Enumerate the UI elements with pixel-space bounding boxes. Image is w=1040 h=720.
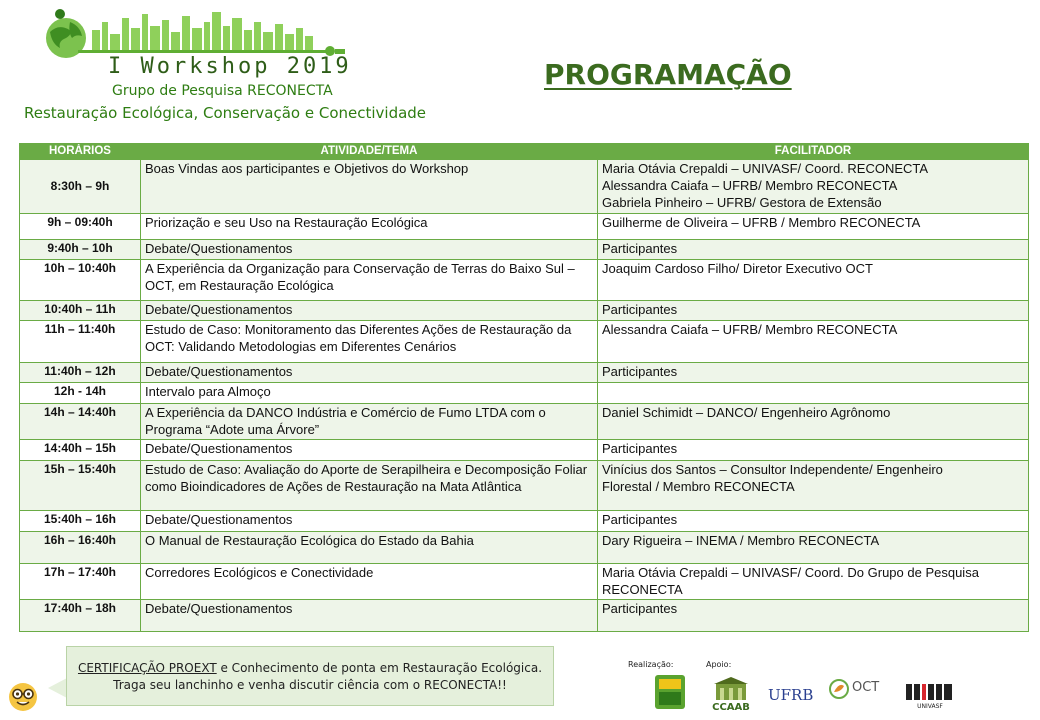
table-row — [20, 383, 1029, 404]
facilitator-line: Florestal / Membro RECONECTA — [602, 479, 795, 494]
table-row — [20, 321, 1029, 363]
row-facilitator — [598, 214, 1029, 240]
row-time: 8:30h – 9h — [20, 160, 141, 214]
row-facilitator — [598, 383, 1029, 404]
page-title: PROGRAMAÇÃO — [544, 58, 792, 91]
facilitator-line: Alessandra Caiafa – UFRB/ Membro RECONECTA — [602, 322, 898, 337]
facilitator-line: Alessandra Caiafa – UFRB/ Membro RECONECTA — [602, 178, 898, 193]
column-header-activity: ATIVIDADE/TEMA — [141, 144, 598, 160]
facilitator-line: Participantes — [602, 241, 678, 256]
row-facilitator — [598, 404, 1029, 440]
row-activity: Priorização e seu Uso na Restauração Ecológica — [141, 214, 598, 240]
apoio-label: Apoio: — [706, 660, 732, 669]
row-activity: A Experiência da DANCO Indústria e Comércio de Fumo LTDA com o Programa “Adote uma Árvore” — [141, 404, 598, 440]
row-facilitator — [598, 511, 1029, 532]
row-time: 17h – 17:40h — [20, 564, 141, 600]
table-row — [20, 260, 1029, 301]
row-facilitator — [598, 321, 1029, 363]
note-line-1-text: e Conhecimento de ponta em Restauração Ecológica. — [216, 661, 543, 675]
column-header-facilitator: FACILITADOR — [598, 144, 1029, 160]
nerd-emoji-icon — [8, 682, 38, 712]
reconecta-logo-icon — [654, 674, 686, 710]
table-row — [20, 160, 1029, 214]
city-skyline-icon — [92, 12, 313, 50]
row-time: 9h – 09:40h — [20, 214, 141, 240]
group-name: Grupo de Pesquisa RECONECTA — [112, 83, 333, 99]
facilitator-line: Joaquim Cardoso Filho/ Diretor Executivo OCT — [602, 261, 873, 276]
row-time: 10:40h – 11h — [20, 301, 141, 321]
row-activity: Boas Vindas aos participantes e Objetivos do Workshop — [141, 160, 598, 214]
row-time: 17:40h – 18h — [20, 600, 141, 632]
row-time: 14h – 14:40h — [20, 404, 141, 440]
oct-leaf-icon — [828, 678, 850, 700]
univasf-logo-text: UNIVASF — [917, 703, 943, 710]
row-time: 9:40h – 10h — [20, 240, 141, 260]
facilitator-line: Guilherme de Oliveira – UFRB / Membro RECONECTA — [602, 215, 921, 230]
univasf-mark-icon — [904, 680, 956, 702]
table-row — [20, 564, 1029, 600]
table-row — [20, 440, 1029, 461]
ccaab-building-icon — [712, 676, 750, 702]
row-activity: A Experiência da Organização para Conservação de Terras do Baixo Sul – OCT, em Restauração Ecológica — [141, 260, 598, 301]
row-activity: Intervalo para Almoço — [141, 383, 598, 404]
row-facilitator — [598, 240, 1029, 260]
table-row — [20, 532, 1029, 564]
table-row — [20, 363, 1029, 383]
row-time: 10h – 10:40h — [20, 260, 141, 301]
ccaab-logo — [712, 676, 750, 716]
workshop-title: I Workshop 2019 — [108, 54, 352, 79]
facilitator-line: Participantes — [602, 364, 678, 379]
row-facilitator — [598, 440, 1029, 461]
row-time: 11:40h – 12h — [20, 363, 141, 383]
realizacao-label: Realização: — [628, 660, 674, 669]
facilitator-line: Participantes — [602, 441, 678, 456]
row-activity: Debate/Questionamentos — [141, 301, 598, 321]
row-activity: Corredores Ecológicos e Conectividade — [141, 564, 598, 600]
ccaab-logo-text: CCAAB — [712, 702, 750, 713]
facilitator-line: Participantes — [602, 512, 678, 527]
group-subtitle: Restauração Ecológica, Conservação e Conectividade — [24, 104, 427, 122]
table-row — [20, 511, 1029, 532]
row-facilitator — [598, 461, 1029, 511]
facilitator-line: Vinícius dos Santos – Consultor Independente/ Engenheiro — [602, 462, 943, 477]
row-activity: Debate/Questionamentos — [141, 440, 598, 461]
row-facilitator — [598, 160, 1029, 214]
note-line-2: Traga seu lanchinho e venha discutir ciência com o RECONECTA!! — [113, 678, 507, 692]
row-activity: Debate/Questionamentos — [141, 511, 598, 532]
row-time: 16h – 16:40h — [20, 532, 141, 564]
certification-label: CERTIFICAÇÃO PROEXT — [77, 661, 217, 675]
row-activity: Debate/Questionamentos — [141, 363, 598, 383]
table-row — [20, 600, 1029, 632]
table-row — [20, 240, 1029, 260]
oct-logo-text: OCT — [852, 680, 880, 695]
row-time: 15:40h – 16h — [20, 511, 141, 532]
row-facilitator — [598, 600, 1029, 632]
note-line-1 — [67, 660, 553, 677]
facilitator-line: Participantes — [602, 601, 678, 616]
facilitator-line: Participantes — [602, 302, 678, 317]
column-header-time: HORÁRIOS — [20, 144, 141, 160]
univasf-logo — [904, 680, 956, 714]
row-activity: Debate/Questionamentos — [141, 600, 598, 632]
oct-logo — [828, 678, 884, 710]
row-activity: Estudo de Caso: Avaliação do Aporte de Serapilheira e Decomposição Foliar como Bioindicadores de Ações de Restauração na Mata Atlântica — [141, 461, 598, 511]
ufrb-logo: UFRB — [768, 686, 814, 704]
facilitator-line: Daniel Schimidt – DANCO/ Engenheiro Agrônomo — [602, 405, 891, 420]
certification-note — [66, 646, 554, 706]
facilitator-line: Dary Rigueira – INEMA / Membro RECONECTA — [602, 533, 880, 548]
facilitator-line: Maria Otávia Crepaldi – UNIVASF/ Coord. RECONECTA — [602, 161, 929, 176]
table-header-row — [20, 144, 1029, 160]
row-facilitator — [598, 301, 1029, 321]
row-facilitator — [598, 260, 1029, 301]
row-facilitator — [598, 564, 1029, 600]
row-time: 11h – 11:40h — [20, 321, 141, 363]
schedule-table — [19, 143, 1029, 632]
facilitator-line: Maria Otávia Crepaldi – UNIVASF/ Coord. Do Grupo de Pesquisa — [602, 565, 979, 580]
table-row — [20, 404, 1029, 440]
speech-bubble-tail — [48, 678, 67, 698]
row-activity: Debate/Questionamentos — [141, 240, 598, 260]
row-time: 15h – 15:40h — [20, 461, 141, 511]
facilitator-line: Gabriela Pinheiro – UFRB/ Gestora de Extensão — [602, 195, 882, 210]
row-time: 14:40h – 15h — [20, 440, 141, 461]
row-time: 12h - 14h — [20, 383, 141, 404]
row-facilitator — [598, 363, 1029, 383]
table-row — [20, 301, 1029, 321]
row-facilitator — [598, 532, 1029, 564]
table-row — [20, 214, 1029, 240]
facilitator-line: RECONECTA — [602, 582, 683, 597]
globe-skyline-logo — [38, 8, 348, 60]
table-row — [20, 461, 1029, 511]
row-activity: O Manual de Restauração Ecológica do Estado da Bahia — [141, 532, 598, 564]
row-activity: Estudo de Caso: Monitoramento das Diferentes Ações de Restauração da OCT: Validando Metodologias em Diferentes Cenários — [141, 321, 598, 363]
